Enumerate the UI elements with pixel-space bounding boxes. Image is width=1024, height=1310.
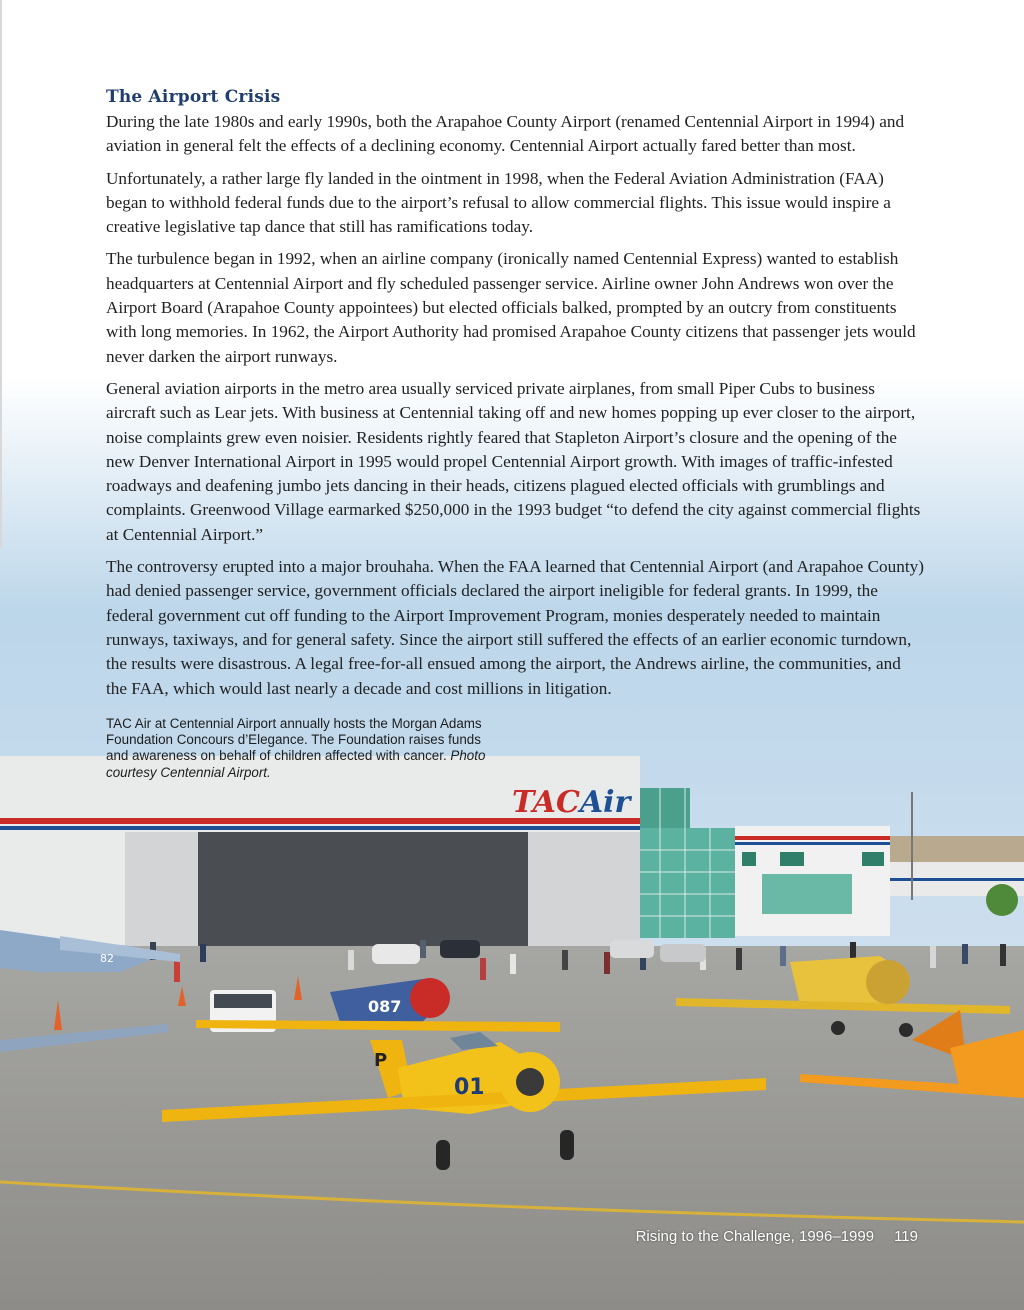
paragraph: The controversy erupted into a major brouhaha. When the FAA learned that Centennial Airport (and Arapahoe County) had denied passenger service, government officials declared the airport ineligible for federal grants. In 1999, the federal government cut off funding to the Airport Improvement Program, monies desperately needed to maintain runways, taxiways, and for general safety. Since the airport still suffered the effects of an earlier economic turndown, the results were disastrous. A legal free-for-all ensued among the airport, the Andrews airline, the communities, and the FAA, which would last nearly a decade and cost millions in litigation.: [106, 557, 924, 698]
body-text: [106, 110, 926, 709]
page-footer: [636, 1228, 918, 1245]
plane-code-01: 01: [454, 1075, 485, 1100]
plane-code-p: P: [374, 1050, 388, 1071]
hills: [880, 836, 1024, 862]
tac-air-sign: [512, 785, 633, 820]
caption-credit: Photo courtesy Centennial Airport.: [106, 748, 486, 780]
hangar-door-left-panel: [125, 832, 198, 948]
caption-text: TAC Air at Centennial Airport annually hosts the Morgan Adams Foundation Concours d’Elegance. The Foundation raises funds and awareness on behalf of children affected with cancer.: [106, 716, 482, 764]
paragraph: General aviation airports in the metro area usually serviced private airplanes, from small Piper Cubs to business aircraft such as Lear jets. With business at Centennial taking off and new homes popping up ever closer to the airport, noise complaints grew even noisier. Residents rightly feared that Stapleton Airport’s closure and the opening of the new Denver International Airport in 1995 would propel Centennial Airport growth. With images of traffic-infested roadways and deafening jumbo jets dancing in their heads, citizens plagued elected officials with grumblings and complaints. Greenwood Village earmarked $250,000 in the 1993 budget “to defend the city against commercial flights at Centennial Airport.”: [106, 378, 921, 544]
office-stripe-blue: [735, 842, 890, 845]
hangar-door-right-panel: [528, 832, 640, 948]
air-sign-text: Air: [579, 785, 631, 820]
glass-block: [640, 828, 735, 938]
paragraph: During the late 1980s and early 1990s, both the Arapahoe County Airport (renamed Centennial Airport in 1994) and aviation in general felt the effects of a declining economy. Centennial Airport actually fared better than most.: [106, 112, 905, 156]
hangar-stripe-blue: [0, 826, 640, 830]
page-edge-rule: [0, 0, 2, 548]
paragraph: The turbulence began in 1992, when an airline company (ironically named Centennial Express) wanted to establish headquarters at Centennial Airport and fly scheduled passenger service. Airline owner John Andrews won over the Airport Board (Arapahoe County appointees) but elected officials balked, prompted by an outcry from constituents with long memories. In 1962, the Airport Authority had promised Arapahoe County citizens that passenger jets would never darken the airport runways.: [106, 249, 916, 366]
photo-caption: [106, 716, 491, 781]
tac-sign-text: TAC: [512, 785, 580, 820]
plane-code-087: 087: [368, 997, 402, 1016]
hangar-door-opening: [198, 832, 528, 948]
distant-stripe: [890, 878, 1024, 881]
office-stripe-red: [735, 836, 890, 840]
paragraph: Unfortunately, a rather large fly landed in the ointment in 1998, when the Federal Aviation Administration (FAA) began to withhold federal funds due to the airport’s refusal to allow commercial flights. This issue would inspire a creative legislative tap dance that still has ramifications today.: [106, 168, 891, 237]
page-number: 119: [894, 1228, 918, 1245]
section-heading: The Airport Crisis: [106, 87, 281, 107]
running-title: Rising to the Challenge, 1996–1999: [635, 1228, 875, 1245]
tree: [986, 884, 1018, 916]
plane-code-left: 82: [100, 952, 114, 965]
